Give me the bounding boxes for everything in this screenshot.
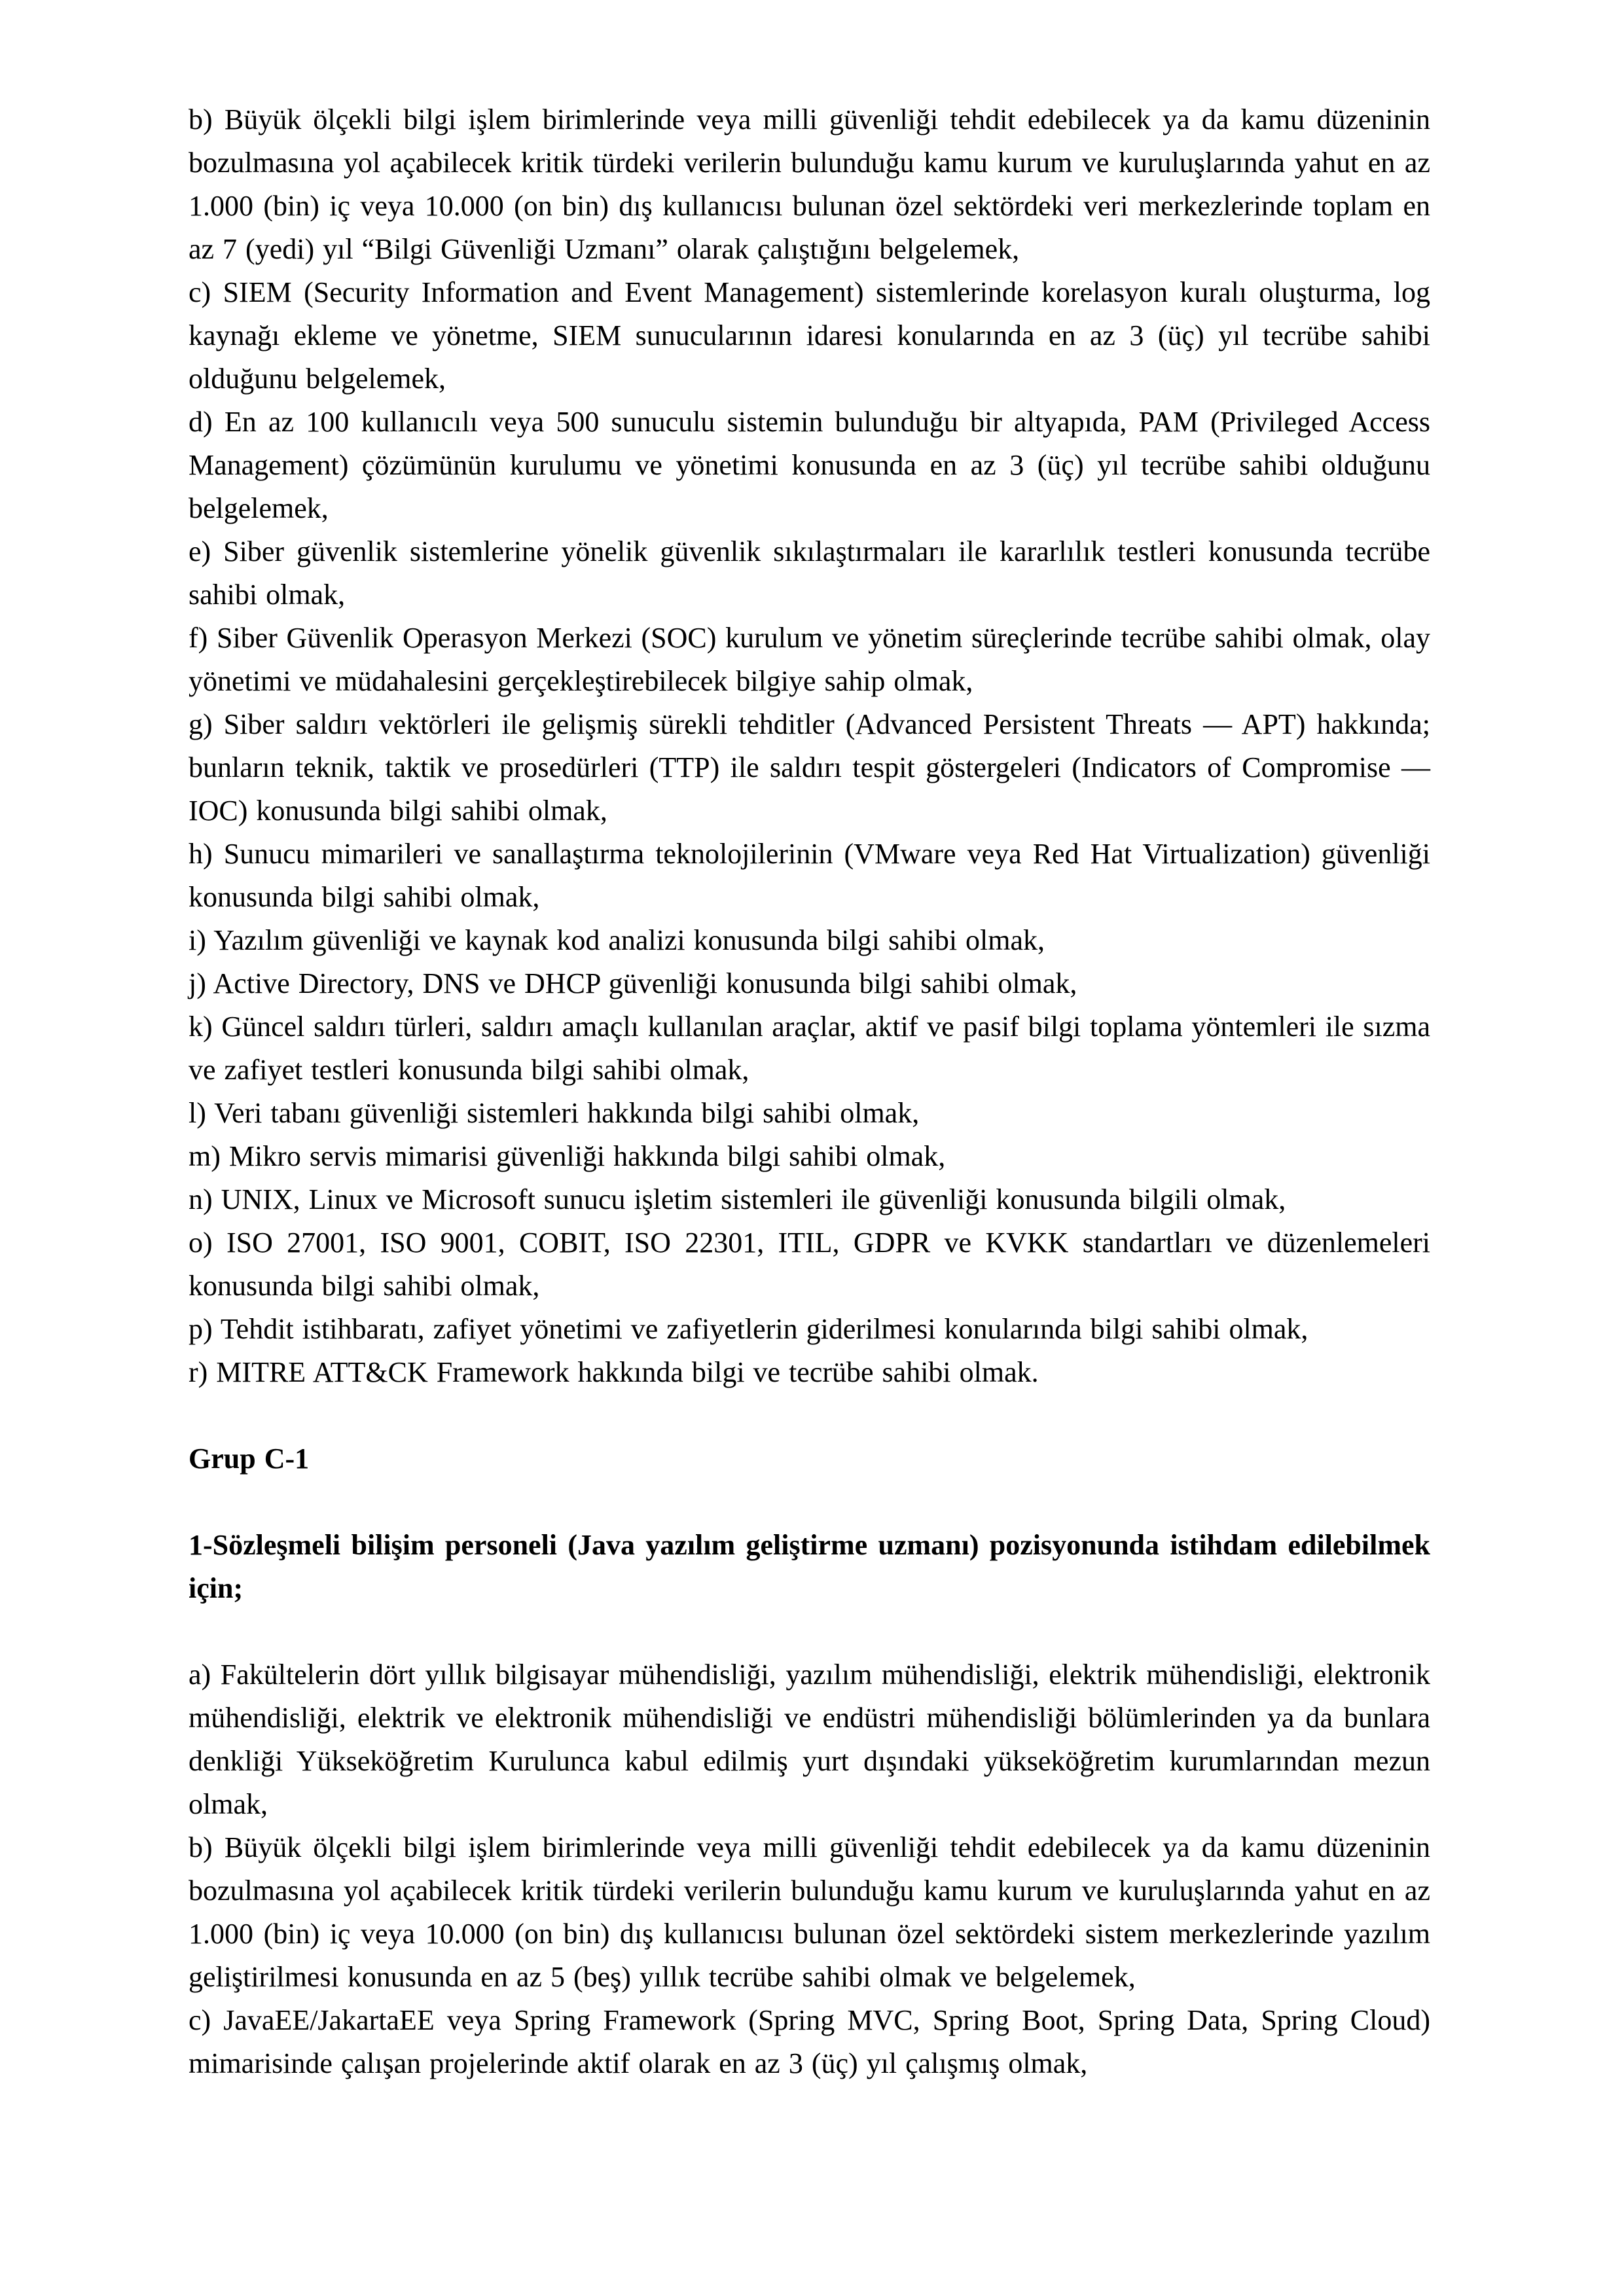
group-c1-position-heading: 1-Sözleşmeli bilişim personeli (Java yazılım geliştirme uzmanı) pozisyonunda istihdam edilebilmek için; (189, 1529, 1430, 1604)
requirement-item-g: g) Siber saldırı vektörleri ile gelişmiş sürekli tehditler (Advanced Persistent Threats — APT) hakkında; bunların teknik, taktik ve prosedürleri (TTP) ile saldırı tespit göstergeleri (Indicators of Compromise — IOC) konusunda bilgi sahibi olmak, (189, 708, 1430, 827)
group-c1-item-a: a) Fakültelerin dört yıllık bilgisayar mühendisliği, yazılım mühendisliği, elektrik mühendisliği, elektronik mühendisliği, elektrik ve elektronik mühendisliği ve endüstri mühendisliği bölümlerinden ya da bunlara denkliği Yükseköğretim Kurulunca kabul edilmiş yurt dışındaki yükseköğretim kurumlarından mezun olmak, (189, 1659, 1430, 1820)
requirement-item-e: e) Siber güvenlik sistemlerine yönelik güvenlik sıkılaştırmaları ile kararlılık testleri konusunda tecrübe sahibi olmak, (189, 535, 1430, 611)
requirement-item-o: o) ISO 27001, ISO 9001, COBIT, ISO 22301, ITIL, GDPR ve KVKK standartları ve düzenlemeleri konusunda bilgi sahibi olmak, (189, 1227, 1430, 1302)
requirement-item-n: n) UNIX, Linux ve Microsoft sunucu işletim sistemleri ile güvenliği konusunda bilgili olmak, (189, 1183, 1286, 1215)
requirement-item-f: f) Siber Güvenlik Operasyon Merkezi (SOC) kurulum ve yönetim süreçlerinde tecrübe sahibi olmak, olay yönetimi ve müdahalesini gerçekleştirebilecek bilgiye sahip olmak, (189, 622, 1430, 697)
requirement-item-j: j) Active Directory, DNS ve DHCP güvenliği konusunda bilgi sahibi olmak, (189, 967, 1077, 999)
group-c1-item-c: c) JavaEE/JakartaEE veya Spring Framework (Spring MVC, Spring Boot, Spring Data, Spring Cloud) mimarisinde çalışan projelerinde aktif olarak en az 3 (üç) yıl çalışmış olmak, (189, 2004, 1430, 2079)
group-c1-heading: Grup C-1 (189, 1443, 310, 1475)
requirement-item-d: d) En az 100 kullanıcılı veya 500 sunuculu sistemin bulunduğu bir altyapıda, PAM (Privileged Access Management) çözümünün kurulumu ve yönetimi konusunda en az 3 (üç) yıl tecrübe sahibi olduğunu belgelemek, (189, 406, 1430, 524)
requirement-item-r: r) MITRE ATT&CK Framework hakkında bilgi ve tecrübe sahibi olmak. (189, 1356, 1039, 1388)
requirement-item-k: k) Güncel saldırı türleri, saldırı amaçlı kullanılan araçlar, aktif ve pasif bilgi toplama yöntemleri ile sızma ve zafiyet testleri konusunda bilgi sahibi olmak, (189, 1011, 1430, 1086)
requirement-item-i: i) Yazılım güvenliği ve kaynak kod analizi konusunda bilgi sahibi olmak, (189, 924, 1045, 956)
group-c1-item-b: b) Büyük ölçekli bilgi işlem birimlerinde veya milli güvenliği tehdit edebilecek ya da kamu düzeninin bozulmasına yol açabilecek kritik türdeki verilerin bulunduğu kamu kurum ve kuruluşlarında yahut en az 1.000 (bin) iç veya 10.000 (on bin) dış kullanıcısı bulunan özel sektördeki sistem merkezlerinde yazılım geliştirilmesi konusunda en az 5 (beş) yıllık tecrübe sahibi olmak ve belgelemek, (189, 1831, 1430, 1993)
requirement-item-b: b) Büyük ölçekli bilgi işlem birimlerinde veya milli güvenliği tehdit edebilecek ya da kamu düzeninin bozulmasına yol açabilecek kritik türdeki verilerin bulunduğu kamu kurum ve kuruluşlarında yahut en az 1.000 (bin) iç veya 10.000 (on bin) dış kullanıcısı bulunan özel sektördeki veri merkezlerinde toplam en az 7 (yedi) yıl “Bilgi Güvenliği Uzmanı” olarak çalıştığını belgelemek, (189, 103, 1430, 265)
requirement-item-l: l) Veri tabanı güvenliği sistemleri hakkında bilgi sahibi olmak, (189, 1097, 920, 1129)
requirement-item-m: m) Mikro servis mimarisi güvenliği hakkında bilgi sahibi olmak, (189, 1140, 946, 1172)
requirement-item-p: p) Tehdit istihbaratı, zafiyet yönetimi ve zafiyetlerin giderilmesi konularında bilgi sahibi olmak, (189, 1313, 1308, 1345)
requirement-item-h: h) Sunucu mimarileri ve sanallaştırma teknolojilerinin (VMware veya Red Hat Virtualization) güvenliği konusunda bilgi sahibi olmak, (189, 838, 1430, 913)
requirement-item-c: c) SIEM (Security Information and Event Management) sistemlerinde korelasyon kuralı oluşturma, log kaynağı ekleme ve yönetme, SIEM sunucularının idaresi konularında en az 3 (üç) yıl tecrübe sahibi olduğunu belgelemek, (189, 276, 1430, 395)
